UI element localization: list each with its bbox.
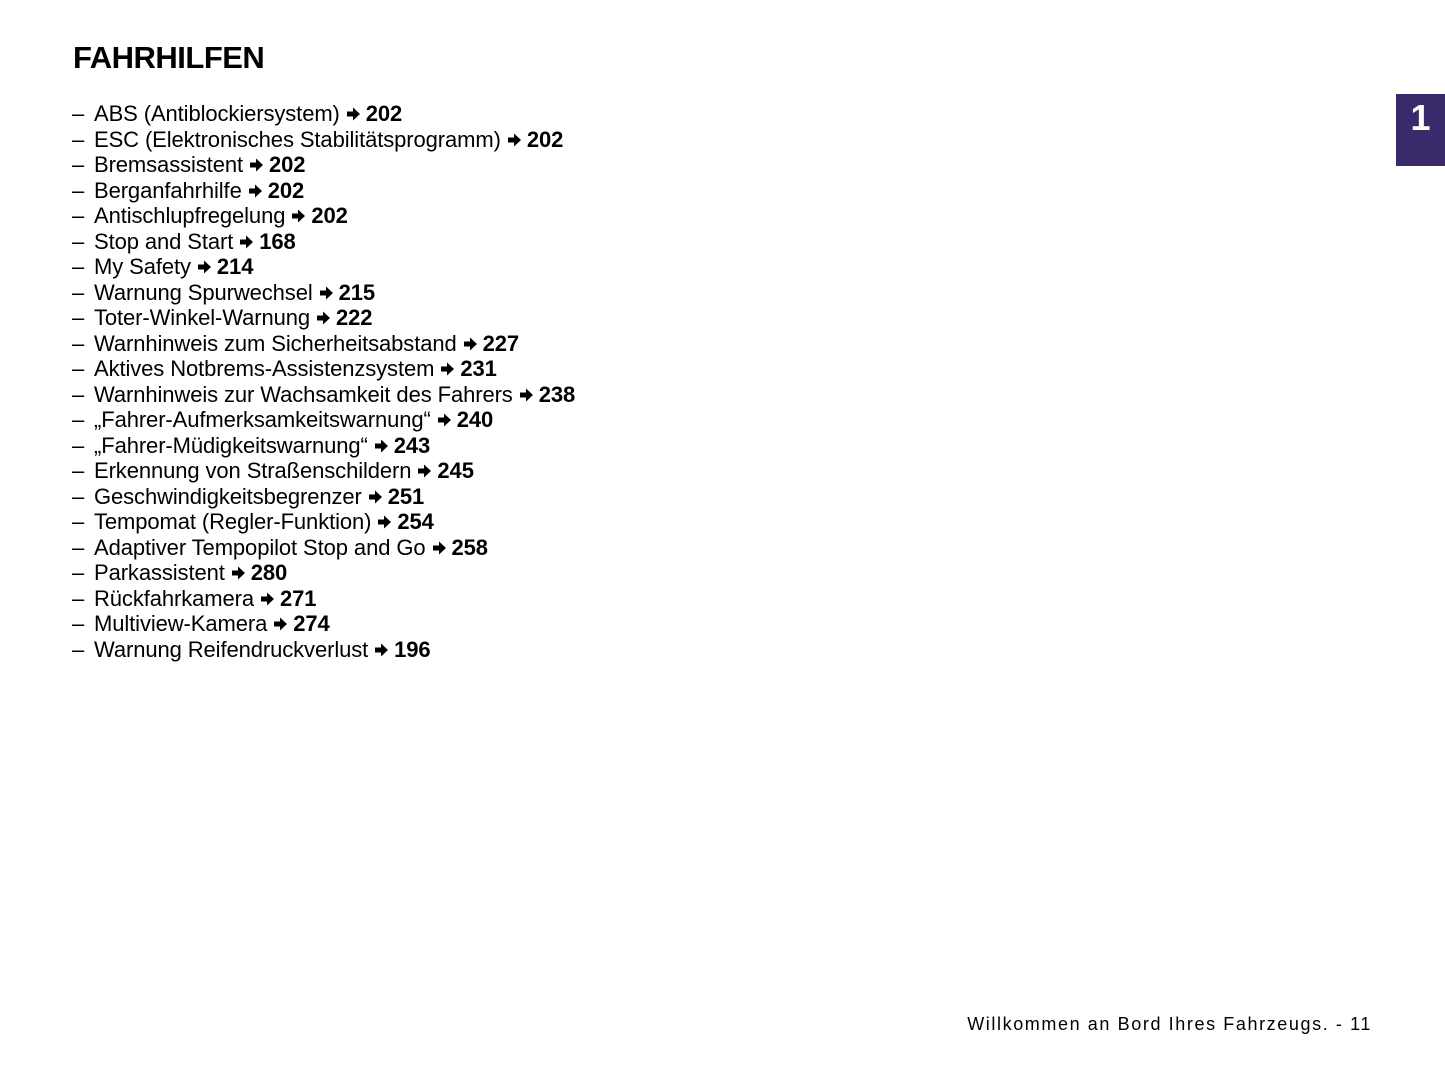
- bullet-dash: –: [72, 152, 85, 177]
- list-item: [72, 229, 575, 255]
- page-reference-link[interactable]: 240: [456, 407, 494, 432]
- page-reference-link[interactable]: 222: [336, 305, 373, 330]
- page-reference-link[interactable]: 202: [526, 126, 564, 152]
- list-item: [72, 178, 575, 204]
- bullet-dash: –: [72, 305, 85, 330]
- bullet-dash: –: [72, 483, 85, 509]
- arrow-right-icon: [374, 438, 389, 454]
- list-item: [72, 586, 575, 612]
- bullet-dash: –: [72, 228, 85, 254]
- list-item: [72, 254, 575, 280]
- list-item: [72, 509, 575, 535]
- page-reference-link[interactable]: 238: [538, 381, 576, 407]
- item-label: Aktives Notbrems-Assistenzsystem: [94, 356, 435, 381]
- arrow-right-icon: [249, 157, 264, 173]
- arrow-right-icon: [377, 514, 392, 530]
- item-label: „Fahrer-Aufmerksamkeitswarnung“: [94, 407, 431, 432]
- item-label: Warnhinweis zum Sicherheitsabstand: [94, 330, 457, 356]
- bullet-dash: –: [72, 585, 85, 611]
- page-footer: Willkommen an Bord Ihres Fahrzeugs. - 11: [967, 1014, 1372, 1034]
- list-item: [72, 152, 575, 178]
- page-title: FAHRHILFEN: [73, 40, 265, 75]
- bullet-dash: –: [72, 534, 85, 560]
- bullet-dash: –: [72, 330, 85, 356]
- list-item: [72, 407, 575, 433]
- list-item: [72, 101, 575, 127]
- item-label: Warnung Spurwechsel: [94, 279, 313, 305]
- bullet-dash: –: [72, 407, 85, 432]
- list-item: [72, 458, 575, 484]
- item-label: ESC (Elektronisches Stabilitätsprogramm): [94, 126, 501, 152]
- list-item: [72, 611, 575, 637]
- list-item: [72, 560, 575, 586]
- arrow-right-icon: [197, 259, 212, 275]
- arrow-right-icon: [368, 489, 383, 505]
- list-item: [72, 382, 575, 408]
- bullet-dash: –: [72, 509, 85, 534]
- page-reference-link[interactable]: 196: [394, 636, 431, 662]
- arrow-right-icon: [432, 540, 447, 556]
- list-item: [72, 433, 575, 459]
- page-reference-link[interactable]: 258: [451, 534, 488, 560]
- page-reference-link[interactable]: 243: [393, 432, 431, 458]
- bullet-dash: –: [72, 636, 85, 662]
- page-reference-link[interactable]: 202: [365, 101, 403, 126]
- list-item: [72, 280, 575, 306]
- item-label: Geschwindigkeitsbegrenzer: [94, 483, 362, 509]
- list-item: [72, 305, 575, 331]
- bullet-dash: –: [72, 560, 85, 585]
- bullet-dash: –: [72, 203, 85, 228]
- arrow-right-icon: [316, 310, 331, 326]
- page-reference-link[interactable]: 280: [250, 560, 288, 585]
- list-item: [72, 535, 575, 561]
- bullet-dash: –: [72, 432, 85, 458]
- arrow-right-icon: [507, 132, 522, 148]
- page-reference-link[interactable]: 231: [460, 356, 497, 381]
- arrow-right-icon: [273, 616, 288, 632]
- page-reference-link[interactable]: 202: [267, 177, 305, 203]
- item-label: Warnhinweis zur Wachsamkeit des Fahrers: [94, 381, 513, 407]
- item-label: Toter-Winkel-Warnung: [94, 305, 311, 330]
- page-reference-link[interactable]: 227: [482, 330, 520, 356]
- bullet-dash: –: [72, 126, 85, 152]
- list-item: [72, 127, 575, 153]
- arrow-right-icon: [463, 336, 478, 352]
- arrow-right-icon: [319, 285, 334, 301]
- item-label: Rückfahrkamera: [94, 585, 254, 611]
- feature-list: [72, 101, 575, 662]
- page-reference-link[interactable]: 245: [437, 458, 474, 483]
- bullet-dash: –: [72, 381, 85, 407]
- item-label: Parkassistent: [94, 560, 225, 585]
- list-item: [72, 331, 575, 357]
- bullet-dash: –: [72, 279, 85, 305]
- arrow-right-icon: [374, 642, 389, 658]
- bullet-dash: –: [72, 177, 85, 203]
- item-label: Erkennung von Straßenschildern: [94, 458, 412, 483]
- bullet-dash: –: [72, 611, 85, 636]
- item-label: „Fahrer-Müdigkeitswarnung“: [94, 432, 368, 458]
- page-reference-link[interactable]: 274: [293, 611, 330, 636]
- arrow-right-icon: [260, 591, 275, 607]
- list-item: [72, 484, 575, 510]
- arrow-right-icon: [239, 234, 254, 250]
- item-label: Tempomat (Regler-Funktion): [94, 509, 372, 534]
- arrow-right-icon: [231, 565, 246, 581]
- item-label: ABS (Antiblockiersystem): [94, 101, 340, 126]
- bullet-dash: –: [72, 458, 85, 483]
- page-reference-link[interactable]: 271: [280, 585, 317, 611]
- page-reference-link[interactable]: 214: [216, 254, 254, 279]
- item-label: Adaptiver Tempopilot Stop and Go: [94, 534, 426, 560]
- page-reference-link[interactable]: 202: [268, 152, 306, 177]
- arrow-right-icon: [248, 183, 263, 199]
- bullet-dash: –: [72, 101, 85, 126]
- item-label: Stop and Start: [94, 228, 234, 254]
- arrow-right-icon: [440, 361, 455, 377]
- arrow-right-icon: [291, 208, 306, 224]
- arrow-right-icon: [519, 387, 534, 403]
- page-reference-link[interactable]: 202: [311, 203, 348, 228]
- arrow-right-icon: [346, 106, 361, 122]
- chapter-tab[interactable]: 1: [1396, 94, 1445, 166]
- list-item: [72, 637, 575, 663]
- page-reference-link[interactable]: 168: [259, 228, 296, 254]
- bullet-dash: –: [72, 254, 85, 279]
- bullet-dash: –: [72, 356, 85, 381]
- item-label: Antischlupfregelung: [94, 203, 286, 228]
- item-label: Multiview-Kamera: [94, 611, 268, 636]
- item-label: Berganfahrhilfe: [94, 177, 242, 203]
- arrow-right-icon: [417, 463, 432, 479]
- list-item: [72, 356, 575, 382]
- page-reference-link[interactable]: 215: [338, 279, 376, 305]
- item-label: My Safety: [94, 254, 191, 279]
- page-reference-link[interactable]: 251: [387, 483, 425, 509]
- arrow-right-icon: [437, 412, 452, 428]
- item-label: Warnung Reifendruckverlust: [94, 636, 369, 662]
- item-label: Bremsassistent: [94, 152, 243, 177]
- page-reference-link[interactable]: 254: [397, 509, 434, 534]
- list-item: [72, 203, 575, 229]
